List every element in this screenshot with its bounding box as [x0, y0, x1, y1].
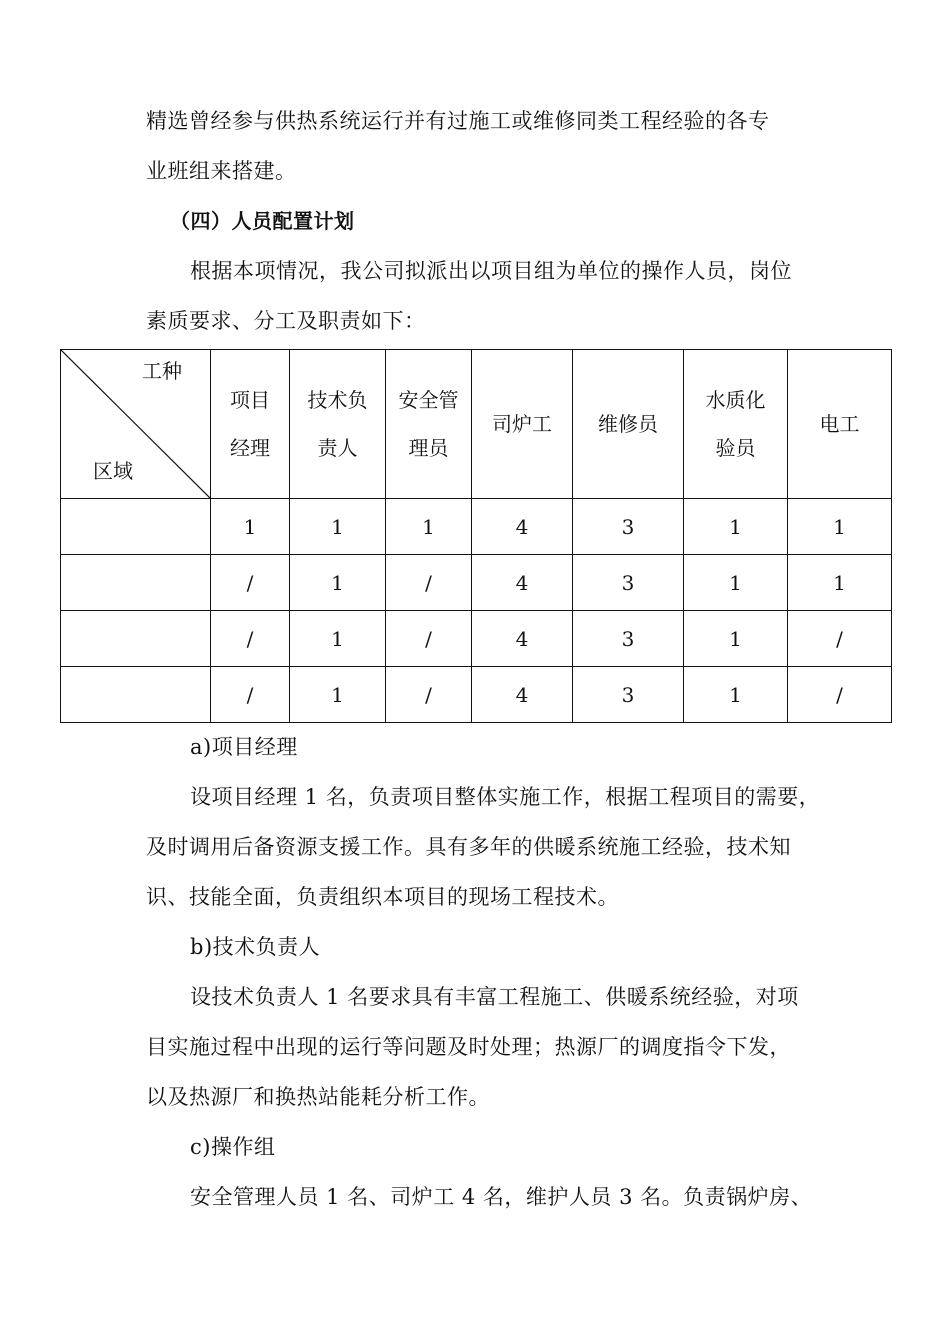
- table-cell: 1: [386, 499, 472, 555]
- region-cell: [61, 499, 211, 555]
- header-electrician: 电工: [819, 412, 860, 436]
- header-cell: [386, 350, 472, 499]
- table-cell: 1: [684, 667, 788, 723]
- header-cell: [684, 350, 788, 499]
- table-cell: 1: [684, 499, 788, 555]
- table-cell: /: [788, 667, 892, 723]
- table-cell: /: [788, 611, 892, 667]
- header-water-tester: 水质化验员: [705, 388, 766, 460]
- table-cell: 4: [472, 667, 573, 723]
- table-cell: 1: [211, 499, 290, 555]
- table-header-row: [61, 350, 892, 499]
- table-cell: /: [386, 611, 472, 667]
- diagonal-divider: [61, 350, 210, 498]
- table-cell: /: [386, 555, 472, 611]
- table-cell: 1: [684, 611, 788, 667]
- header-boiler-operator: 司炉工: [492, 412, 552, 436]
- table-cell: 1: [684, 555, 788, 611]
- header-cell: [290, 350, 386, 499]
- table-cell: 3: [573, 611, 684, 667]
- header-cell: [472, 350, 573, 499]
- paragraph-2-line-1: 根据本项情况，我公司拟派出以项目组为单位的操作人员，岗位: [190, 259, 792, 283]
- table-cell: /: [211, 555, 290, 611]
- item-a-line-2: 及时调用后备资源支援工作。具有多年的供暖系统施工经验，技术知: [146, 835, 791, 859]
- table-cell: /: [211, 667, 290, 723]
- table-cell: 1: [788, 499, 892, 555]
- section-heading: （四）人员配置计划: [170, 209, 355, 233]
- table-cell: 1: [290, 611, 386, 667]
- region-cell: [61, 667, 211, 723]
- table-cell: 4: [472, 611, 573, 667]
- item-a-title: a)项目经理: [190, 735, 298, 759]
- table-cell: 4: [472, 555, 573, 611]
- header-cell: [573, 350, 684, 499]
- table-cell: 4: [472, 499, 573, 555]
- table-cell: 1: [290, 667, 386, 723]
- paragraph-2-line-2: 素质要求、分工及职责如下：: [146, 309, 426, 333]
- table-cell: 1: [788, 555, 892, 611]
- table-row: [61, 611, 892, 667]
- table-cell: 1: [290, 555, 386, 611]
- table-row: [61, 555, 892, 611]
- paragraph-1-line-2: 业班组来搭建。: [146, 159, 297, 183]
- paragraph-1-line-1: 精选曾经参与供热系统运行并有过施工或维修同类工程经验的各专: [146, 109, 770, 133]
- item-b-line-1: 设技术负责人 1 名要求具有丰富工程施工、供暖系统经验，对项: [190, 985, 799, 1009]
- corner-header-cell: [61, 350, 211, 499]
- table-cell: /: [386, 667, 472, 723]
- region-cell: [61, 555, 211, 611]
- item-c-title: c)操作组: [190, 1135, 276, 1159]
- corner-label-job-type: 工种: [142, 359, 182, 383]
- item-b-title: b)技术负责人: [190, 935, 321, 959]
- header-project-manager: 项目经理: [230, 388, 270, 460]
- table-cell: 3: [573, 667, 684, 723]
- item-a-line-3: 识、技能全面，负责组织本项目的现场工程技术。: [146, 885, 619, 909]
- header-cell: [211, 350, 290, 499]
- staffing-table: [60, 349, 892, 723]
- table-cell: 3: [573, 555, 684, 611]
- table-cell: 3: [573, 499, 684, 555]
- header-safety-manager: 安全管理员: [398, 388, 459, 460]
- item-b-line-3: 以及热源厂和换热站能耗分析工作。: [146, 1085, 490, 1109]
- header-technical-lead: 技术负责人: [307, 388, 368, 460]
- header-cell: [788, 350, 892, 499]
- item-c-line-1: 安全管理人员 1 名、司炉工 4 名，维护人员 3 名。负责锅炉房、: [190, 1185, 813, 1209]
- corner-label-region: 区域: [93, 459, 133, 483]
- region-cell: [61, 611, 211, 667]
- header-maintenance: 维修员: [598, 412, 658, 436]
- table-row: [61, 667, 892, 723]
- item-a-line-1: 设项目经理 1 名，负责项目整体实施工作，根据工程项目的需要，: [190, 785, 821, 809]
- table-row: [61, 499, 892, 555]
- item-b-line-2: 目实施过程中出现的运行等问题及时处理；热源厂的调度指令下发，: [146, 1035, 791, 1059]
- table-cell: 1: [290, 499, 386, 555]
- table-cell: /: [211, 611, 290, 667]
